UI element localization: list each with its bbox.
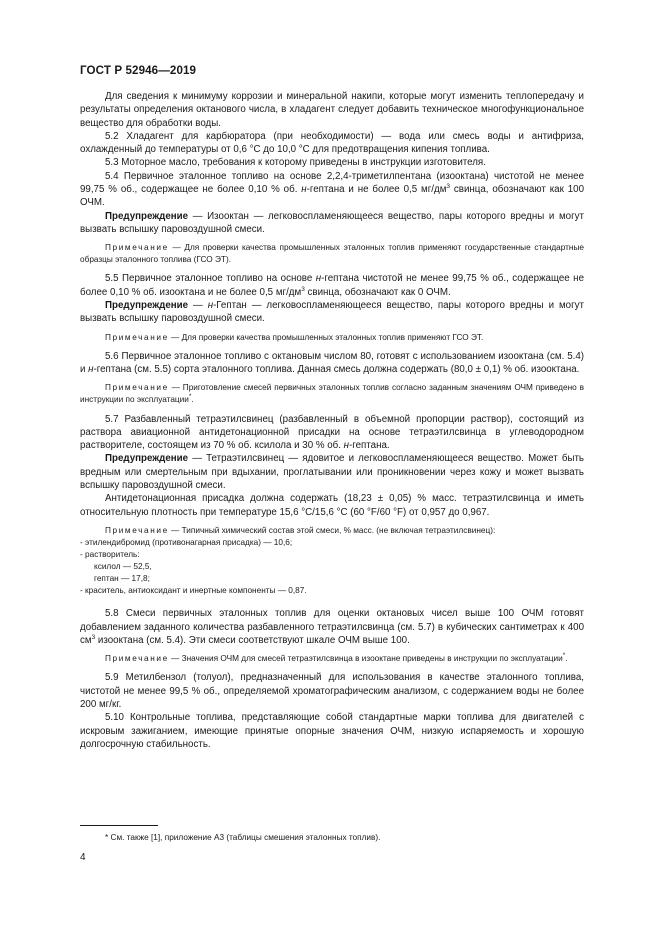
paragraph-5-2: 5.2 Хладагент для карбюратора (при необходимости) — вода или смесь воды и антифриза, охлажденный до температуры от 0,6 °C до 10,0 °C для предотвращения кипения топлива. (80, 130, 584, 156)
list-item: - растворитель: (80, 550, 140, 560)
list-item: - краситель, антиоксидант и инертные компоненты — 0,87. (80, 586, 307, 596)
warning-isooctane: Предупреждение — Изооктан — легковоспламеняющееся вещество, пары которого вредны и могут вызвать вспышку паровоздушной смеси. (80, 210, 584, 235)
note-label: Примечание (105, 332, 169, 342)
paragraph-5-10: 5.10 Контрольные топлива, представляющие собой стандартные марки топлива для двигателей с искровым зажиганием, имеющие принятые опорные значения ОЧМ, низкую испаряемость и хорошую долгосрочную стабильность. (80, 712, 584, 750)
warning-label: Предупреждение (105, 453, 189, 465)
document-body (80, 90, 584, 751)
paragraph-coolant-additive: Для сведения к минимуму коррозии и минеральной накипи, которые могут изменить теплопередачу и результаты определения октанового числа, в хладагент следует добавить техническое многофункциональное вещество для обработки воды. (80, 91, 584, 129)
warning-heptane: Предупреждение — н-Гептан — легковоспламеняющееся вещество, пары которого вредны и могут вызвать вспышку паровоздушной смеси. (80, 300, 584, 325)
paragraph-5-7: 5.7 Разбавленный тетраэтилсвинец (разбавленный в объемной пропорции раствор), состоящий из раствора авиационной антидетонационной присадки на основе тетраэтилсвинца в углеводородном растворителе, состоящем из 70 % об. ксилола и 30 % об. н-гептана. (80, 413, 584, 452)
standard-designation: ГОСТ Р 52946—2019 (80, 64, 197, 77)
paragraph-5-3: 5.3 Моторное масло, требования к которому приведены в инструкции изготовителя. (105, 157, 486, 169)
note-label: Примечание (105, 654, 169, 664)
note-label: Примечание (105, 383, 169, 393)
note-gso-et: Примечание — Для проверки качества промышленных эталонных топлив применяют ГСО ЭТ. (105, 332, 484, 342)
paragraph-5-4: 5.4 Первичное эталонное топливо на основе 2,2,4-триметилпентана (изооктана) чистотой не менее 99,75 % об., содержащее не более 0,10 % об. н-гептана и не более 0,5 $мг/дм^3$ свинца, обозначают как 100 ОЧМ. (80, 170, 585, 209)
warning-label: Предупреждение (105, 300, 189, 312)
paragraph-5-6: 5.6 Первичное эталонное топливо с октановым числом 80, готовят с использованием изооктана (см. 5.4) и н-гептана (см. 5.5) сорта эталонного топлива. Данная смесь должна содержать (80,0 ± 0,1) % об. изооктана. (80, 350, 584, 376)
paragraph-antiknock: Антидетонационная присадка должна содержать (18,23 ± 0,05) % масс. тетраэтилсвинца и иметь относительную плотность при температуре 15,6 °C/15,6 °C (60 °F/60 °F) от 0,957 до 0,967. (80, 493, 584, 518)
warning-label: Предупреждение (105, 210, 189, 222)
note-ochm-values: Примечание — Значения ОЧМ для смесей тетраэтилсвинца в изооктане приведены в инструкции по эксплуатации*. (105, 652, 568, 664)
note-composition: Примечание — Типичный химический состав этой смеси, % масс. (не включая тетраэтилсвинец): - этилендибромид (противонагарная присадка) — 10,6; - растворитель: ксилол — 52,5, гептан — 17,8; - краситель, антиоксидант и инертные компоненты — 0,87. (80, 525, 584, 598)
page-number: 4 (80, 852, 86, 863)
paragraph-5-5: 5.5 Первичное эталонное топливо на основе н-гептана чистотой не менее 99,75 % об., содержащее не более 0,10 % об. изооктана и не более 0,5 $мг/дм^3$ свинца, обозначают как 0 ОЧМ. (80, 273, 584, 298)
note-gso: Примечание — Для проверки качества промышленных эталонных топлив применяют государственные стандартные образцы эталонного топлива (ГСО ЭТ). (80, 243, 584, 265)
footnote-separator (80, 825, 158, 826)
note-label: Примечание (105, 525, 169, 535)
list-item: ксилол — 52,5, (94, 562, 152, 572)
paragraph-5-8: 5.8 Смеси первичных эталонных топлив для оценки октановых чисел выше 100 ОЧМ готовят добавлением заданного количества разбавленного тетраэтилсвинца (см. 5.7) в кубических сантиметрах к 400 $см^3$ изооктана (см. 5.4). Эти смеси соответствуют шкале ОЧМ выше 100. (80, 608, 584, 647)
warning-tel: Предупреждение — Тетраэтилсвинец — ядовитое и легковоспламеняющееся вещество. Может быть вредным или смертельным при вдыхании, проглатывании или проникновении через кожу и может вызвать вспышку паровоздушной смеси. (80, 453, 584, 491)
note-label: Примечание (105, 243, 169, 253)
note-blend-preparation: Примечание — Приготовление смесей первичных эталонных топлив согласно заданным значениям ОЧМ приведено в инструкции по эксплуатации*. (80, 383, 584, 405)
list-item: гептан — 17,8; (94, 574, 150, 584)
list-item: - этилендибромид (противонагарная присадка) — 10,6; (80, 537, 293, 547)
footnote: * См. также [1], приложение А3 (таблицы смешения эталонных топлив). (105, 833, 381, 842)
paragraph-5-9: 5.9 Метилбензол (толуол), предназначенный для использования в качестве эталонного топлива, чистотой не менее 99,5 % об., определяемой хроматографическим анализом, с содержанием воды не более 200 мг/кг. (80, 672, 584, 711)
